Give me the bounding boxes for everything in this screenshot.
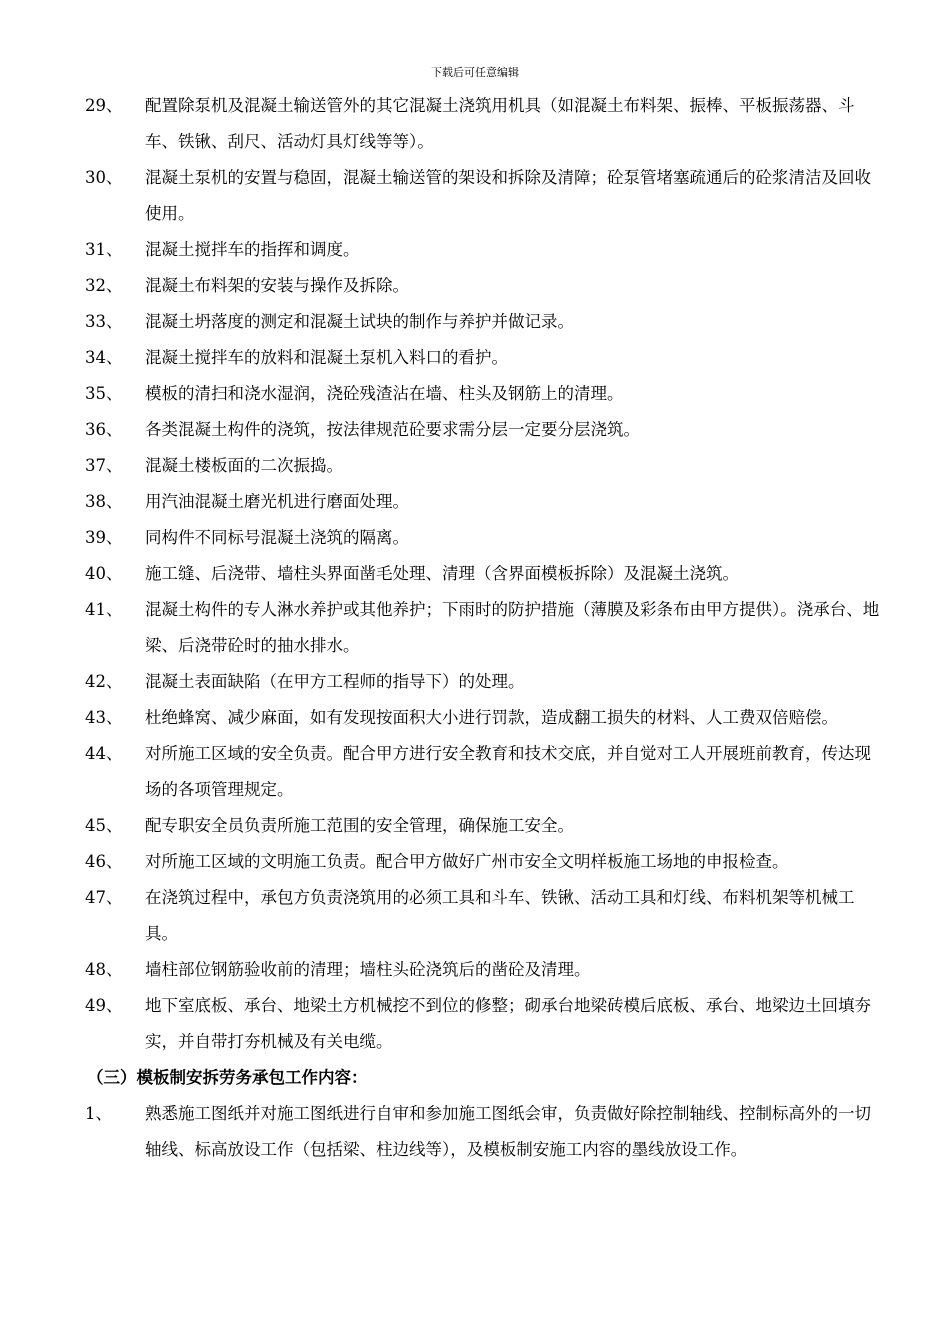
item-text: 混凝土布料架的安装与操作及拆除。 [145,276,409,295]
item-number: 48、 [85,960,123,979]
list-item [85,736,885,808]
item-text: 对所施工区域的安全负责。配合甲方进行安全教育和技术交底，并自觉对工人开展班前教育，传达现场的各项管理规定。 [145,744,871,799]
list-item [85,484,885,520]
list-item [85,556,885,592]
list-item [85,160,885,232]
item-text: 混凝土泵机的安置与稳固，混凝土输送管的架设和拆除及清障；砼泵管堵塞疏通后的砼浆清洁及回收使用。 [145,168,871,223]
section-title: （三）模板制安拆劳务承包工作内容： [87,1068,368,1087]
page-header: 下载后可任意编辑 [431,66,519,79]
item-text: 用汽油混凝土磨光机进行磨面处理。 [145,492,409,511]
item-text: 墙柱部位钢筋验收前的清理；墙柱头砼浇筑后的凿砼及清理。 [145,960,591,979]
item-text: 施工缝、后浇带、墙柱头界面凿毛处理、清理（含界面模板拆除）及混凝土浇筑。 [145,564,739,583]
item-number: 33、 [85,312,123,331]
item-number: 42、 [85,672,123,691]
item-number: 43、 [85,708,123,727]
list-item [85,844,885,880]
item-text: 混凝土表面缺陷（在甲方工程师的指导下）的处理。 [145,672,525,691]
item-number: 30、 [85,168,123,187]
item-number: 49、 [85,996,123,1015]
item-number: 35、 [85,384,123,403]
list-item [85,412,885,448]
item-number: 32、 [85,276,123,295]
item-number: 41、 [85,600,123,619]
item-number: 44、 [85,744,123,763]
list-item [85,520,885,556]
item-text: 混凝土坍落度的测定和混凝土试块的制作与养护并做记录。 [145,312,574,331]
item-text: 在浇筑过程中，承包方负责浇筑用的必须工具和斗车、铁锹、活动工具和灯线、布料机架等机械工具。 [145,888,855,943]
item-text: 熟悉施工图纸并对施工图纸进行自审和参加施工图纸会审，负责做好除控制轴线、控制标高外的一切轴线、标高放设工作（包括梁、柱边线等），及模板制安施工内容的墨线放设工作。 [145,1104,871,1159]
item-number: 36、 [85,420,123,439]
list-item [85,88,885,160]
list-item [85,592,885,664]
list-item [85,448,885,484]
list-item [85,340,885,376]
item-number: 45、 [85,816,123,835]
item-number: 34、 [85,348,123,367]
item-number: 47、 [85,888,123,907]
item-text: 模板的清扫和浇水湿润，浇砼残渣沾在墙、柱头及钢筋上的清理。 [145,384,624,403]
item-text: 混凝土搅拌车的指挥和调度。 [145,240,360,259]
list-item [85,664,885,700]
list-item [85,268,885,304]
item-text: 混凝土搅拌车的放料和混凝土泵机入料口的看护。 [145,348,508,367]
item-text: 地下室底板、承台、地梁土方机械挖不到位的修整；砌承台地梁砖模后底板、承台、地梁边土回填夯实，并自带打夯机械及有关电缆。 [145,996,871,1051]
list-item [85,700,885,736]
item-text: 配专职安全员负责所施工范围的安全管理，确保施工安全。 [145,816,574,835]
document-body [85,88,885,1168]
item-number: 37、 [85,456,123,475]
item-number: 31、 [85,240,123,259]
item-number: 39、 [85,528,123,547]
list-item [85,808,885,844]
item-number: 29、 [85,96,123,115]
item-text: 各类混凝土构件的浇筑，按法律规范砼要求需分层一定要分层浇筑。 [145,420,640,439]
item-list-b [85,1096,885,1168]
item-text: 同构件不同标号混凝土浇筑的隔离。 [145,528,409,547]
list-item [85,988,885,1060]
item-text: 混凝土构件的专人淋水养护或其他养护；下雨时的防护措施（薄膜及彩条布由甲方提供）。浇承台、地梁、后浇带砼时的抽水排水。 [145,600,880,655]
item-number: 46、 [85,852,123,871]
item-number: 40、 [85,564,123,583]
list-item [85,1096,885,1168]
item-number: 38、 [85,492,123,511]
item-text: 杜绝蜂窝、减少麻面，如有发现按面积大小进行罚款，造成翻工损失的材料、人工费双倍赔偿。 [145,708,838,727]
list-item [85,880,885,952]
list-item [85,376,885,412]
item-text: 对所施工区域的文明施工负责。配合甲方做好广州市安全文明样板施工场地的申报检查。 [145,852,789,871]
list-item [85,952,885,988]
item-number: 1、 [85,1104,112,1123]
list-item [85,232,885,268]
list-item [85,304,885,340]
item-list-a [85,88,885,1060]
item-text: 配置除泵机及混凝土输送管外的其它混凝土浇筑用机具（如混凝土布料架、振棒、平板振荡器、斗车、铁锹、刮尺、活动灯具灯线等等）。 [145,96,855,151]
item-text: 混凝土楼板面的二次振捣。 [145,456,343,475]
